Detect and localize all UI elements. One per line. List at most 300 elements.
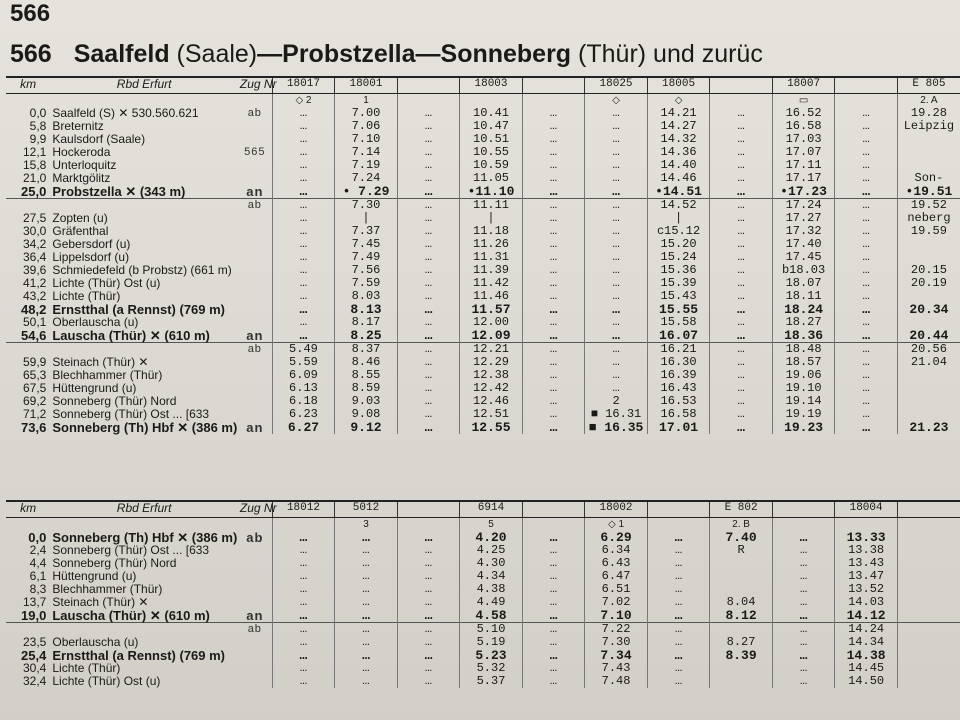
time-cell: 14.46	[647, 172, 710, 185]
train-number: E 802	[710, 501, 773, 518]
time-cell: 8.12	[710, 609, 773, 623]
time-cell: …	[835, 146, 898, 159]
time-cell: ■ 16.31	[585, 408, 648, 421]
time-cell: …	[397, 172, 460, 185]
time-cell: …	[647, 531, 710, 544]
train-number: E 805	[897, 77, 960, 94]
title-to-suffix: (Thür)	[571, 40, 647, 68]
time-cell: 14.38	[835, 649, 898, 662]
time-cell: …	[335, 662, 398, 675]
time-cell: …	[522, 421, 585, 434]
time-cell: …	[522, 185, 585, 199]
time-cell: 11.42	[460, 277, 523, 290]
arr-dep-mark	[238, 159, 272, 172]
time-cell: 6.09	[272, 369, 335, 382]
arr-dep-mark	[238, 395, 272, 408]
km-value: 50,1	[23, 315, 47, 329]
time-cell: …	[835, 225, 898, 238]
time-cell: 13.33	[835, 531, 898, 544]
km-value	[6, 623, 50, 637]
time-cell: |	[460, 212, 523, 225]
time-cell: 17.01	[647, 421, 710, 434]
time-cell: …	[335, 623, 398, 637]
time-cell: 8.46	[335, 356, 398, 369]
time-cell: Son-	[897, 172, 960, 185]
time-cell: …	[397, 570, 460, 583]
time-cell	[897, 675, 960, 688]
time-cell: …	[272, 544, 335, 557]
time-cell: …	[835, 316, 898, 329]
time-cell	[897, 609, 960, 623]
time-cell: …	[772, 649, 835, 662]
time-cell: …	[522, 570, 585, 583]
time-cell: c15.12	[647, 225, 710, 238]
station-name: Sonneberg (Thür) Ost ... [633	[52, 407, 210, 421]
time-cell: 12.46	[460, 395, 523, 408]
time-cell: …	[585, 225, 648, 238]
table-row	[6, 609, 960, 623]
time-cell: …	[647, 557, 710, 570]
time-cell: …	[522, 199, 585, 213]
time-cell: 16.58	[772, 120, 835, 133]
time-cell: …	[335, 609, 398, 623]
time-cell: …	[397, 343, 460, 357]
time-cell: …	[835, 159, 898, 172]
time-cell: …	[397, 649, 460, 662]
time-cell: …	[272, 159, 335, 172]
train-note	[460, 94, 523, 108]
time-cell: …	[835, 421, 898, 434]
time-cell: …	[272, 583, 335, 596]
time-cell: 12.00	[460, 316, 523, 329]
time-cell: 9.12	[335, 421, 398, 434]
time-cell: …	[272, 303, 335, 316]
time-cell: |	[647, 212, 710, 225]
time-cell: 16.52	[772, 107, 835, 120]
time-cell: …	[772, 675, 835, 688]
train-note	[397, 518, 460, 532]
time-cell: …	[522, 251, 585, 264]
time-cell: …	[522, 356, 585, 369]
station-name: Lichte (Thür)	[52, 289, 121, 303]
arr-dep-mark	[238, 251, 272, 264]
time-cell: 8.59	[335, 382, 398, 395]
time-cell	[897, 544, 960, 557]
train-number	[772, 501, 835, 518]
table-number: 566	[10, 40, 52, 68]
time-cell: • 7.29	[335, 185, 398, 199]
time-cell: …	[647, 649, 710, 662]
train-note	[522, 518, 585, 532]
time-cell: …	[585, 369, 648, 382]
time-cell: …	[835, 251, 898, 264]
time-cell: neberg	[897, 212, 960, 225]
time-cell: …	[710, 225, 773, 238]
time-cell: 17.11	[772, 159, 835, 172]
time-cell: …	[397, 199, 460, 213]
time-cell: …	[710, 343, 773, 357]
time-cell: …	[335, 649, 398, 662]
time-cell: 15.58	[647, 316, 710, 329]
time-cell: …	[272, 225, 335, 238]
station-name: Probstzella ✕ (343 m)	[52, 184, 186, 199]
time-cell: …	[522, 290, 585, 303]
time-cell: •19.51	[897, 185, 960, 199]
time-cell: 7.49	[335, 251, 398, 264]
station-name: Hüttengrund (u)	[52, 381, 137, 395]
time-cell: 9.08	[335, 408, 398, 421]
table-row	[6, 623, 960, 637]
time-cell: 12.51	[460, 408, 523, 421]
km-value: 30,0	[23, 224, 47, 238]
time-cell: …	[397, 609, 460, 623]
time-cell: 12.38	[460, 369, 523, 382]
time-cell: …	[772, 609, 835, 623]
arr-dep-mark: an	[246, 328, 264, 343]
time-cell: 7.02	[585, 596, 648, 609]
time-cell: …	[585, 238, 648, 251]
time-cell: …	[335, 544, 398, 557]
time-cell: …	[522, 609, 585, 623]
km-value: 25,0	[21, 184, 47, 199]
station-name: Gebersdorf (u)	[52, 237, 131, 251]
time-cell: …	[522, 369, 585, 382]
time-cell: …	[710, 290, 773, 303]
time-cell: 8.25	[335, 329, 398, 343]
arr-dep-mark	[238, 583, 272, 596]
station-name: Lichte (Thür) Ost (u)	[52, 276, 161, 290]
arr-dep-mark	[238, 264, 272, 277]
time-cell: 17.07	[772, 146, 835, 159]
train-note: 1	[335, 94, 398, 108]
time-cell: …	[397, 277, 460, 290]
time-cell: …	[710, 172, 773, 185]
time-cell: …	[647, 609, 710, 623]
time-cell: …	[710, 120, 773, 133]
time-cell: 18.48	[772, 343, 835, 357]
arr-dep-mark: an	[246, 420, 264, 435]
time-cell: 15.43	[647, 290, 710, 303]
time-cell: 19.10	[772, 382, 835, 395]
km-value: 25,4	[21, 648, 47, 663]
time-cell: …	[772, 544, 835, 557]
km-value: 73,6	[21, 420, 47, 435]
time-cell: …	[835, 264, 898, 277]
station-name: Schmiedefeld (b Probstz) (661 m)	[52, 263, 232, 277]
time-cell: 7.10	[335, 133, 398, 146]
train-note	[397, 94, 460, 108]
time-cell: 8.03	[335, 290, 398, 303]
station-name: Lichte (Thür)	[52, 661, 121, 675]
time-cell: 17.27	[772, 212, 835, 225]
time-cell	[897, 395, 960, 408]
table-row	[6, 329, 960, 343]
time-cell: 20.15	[897, 264, 960, 277]
time-cell: 12.21	[460, 343, 523, 357]
time-cell: …	[647, 675, 710, 688]
station-name: Sonneberg (Thür) Nord	[52, 394, 177, 408]
time-cell: 8.39	[710, 649, 773, 662]
km-value: 19,0	[21, 608, 47, 623]
time-cell: …	[397, 675, 460, 688]
time-cell	[710, 557, 773, 570]
time-cell: 15.20	[647, 238, 710, 251]
time-cell: 11.39	[460, 264, 523, 277]
time-cell: …	[522, 583, 585, 596]
time-cell: ■ 16.35	[585, 421, 648, 434]
km-header: km	[6, 77, 50, 94]
time-cell: 16.53	[647, 395, 710, 408]
time-cell: …	[397, 421, 460, 434]
arr-dep-mark	[238, 238, 272, 251]
time-cell: 14.21	[647, 107, 710, 120]
time-cell: …	[397, 544, 460, 557]
title-from: Saalfeld	[73, 40, 170, 68]
time-cell	[897, 583, 960, 596]
time-cell: 7.10	[585, 609, 648, 623]
time-cell: 13.47	[835, 570, 898, 583]
station-name: Sonneberg (Th) Hbf ✕ (386 m)	[52, 420, 238, 435]
station-name: Ernstthal (a Rennst) (769 m)	[52, 302, 226, 317]
km-value: 67,5	[23, 381, 47, 395]
train-note: ◇	[647, 94, 710, 108]
time-cell: 6.47	[585, 570, 648, 583]
time-cell: 20.19	[897, 277, 960, 290]
time-cell: …	[710, 303, 773, 316]
arr-dep-mark	[238, 356, 272, 369]
time-cell: 4.58	[460, 609, 523, 623]
time-cell: …	[835, 199, 898, 213]
train-number: 18025	[585, 77, 648, 94]
time-cell	[897, 623, 960, 637]
time-cell: 4.38	[460, 583, 523, 596]
time-cell: …	[835, 329, 898, 343]
time-cell: …	[272, 133, 335, 146]
km-value: 13,7	[23, 595, 47, 609]
time-cell: 15.36	[647, 264, 710, 277]
km-value: 9,9	[29, 132, 47, 146]
km-value: 27,5	[23, 211, 47, 225]
time-cell: …	[397, 107, 460, 120]
time-cell: …	[835, 303, 898, 316]
time-cell: 5.32	[460, 662, 523, 675]
arr-dep-mark	[238, 212, 272, 225]
time-cell: 18.11	[772, 290, 835, 303]
time-cell: …	[585, 120, 648, 133]
time-cell: …	[397, 531, 460, 544]
train-number: 18003	[460, 77, 523, 94]
time-cell: …	[772, 596, 835, 609]
time-cell: …	[710, 238, 773, 251]
time-cell: 2	[585, 395, 648, 408]
time-cell: 14.27	[647, 120, 710, 133]
km-value	[6, 199, 50, 213]
time-cell: 20.44	[897, 329, 960, 343]
page-number: 566	[10, 0, 51, 27]
station-name: Blechhammer (Thür)	[52, 368, 163, 382]
time-cell: 8.13	[335, 303, 398, 316]
time-cell: …	[835, 382, 898, 395]
arr-dep-mark	[238, 675, 272, 688]
time-cell: …	[585, 212, 648, 225]
time-cell: 4.34	[460, 570, 523, 583]
notes-row	[6, 518, 960, 532]
time-cell: …	[272, 277, 335, 290]
time-cell	[710, 662, 773, 675]
time-cell: …	[397, 557, 460, 570]
train-note	[897, 518, 960, 532]
km-value: 54,6	[21, 328, 47, 343]
station-name: Steinach (Thür) ✕	[52, 355, 149, 369]
arr-dep-mark	[238, 225, 272, 238]
train-note	[772, 518, 835, 532]
train-note	[835, 518, 898, 532]
train-note	[835, 94, 898, 108]
train-number	[710, 77, 773, 94]
time-cell: …	[335, 675, 398, 688]
time-cell: 7.22	[585, 623, 648, 637]
km-value: 0,0	[28, 530, 47, 545]
train-number	[522, 77, 585, 94]
station-name: Sonneberg (Thür) Nord	[52, 556, 177, 570]
time-cell: 18.57	[772, 356, 835, 369]
time-cell: …	[272, 238, 335, 251]
time-cell: 8.27	[710, 636, 773, 649]
time-cell: 5.37	[460, 675, 523, 688]
time-cell: 7.40	[710, 531, 773, 544]
time-cell: …	[397, 146, 460, 159]
time-cell: …	[522, 225, 585, 238]
time-cell: …	[522, 636, 585, 649]
time-cell: 17.32	[772, 225, 835, 238]
time-cell: Leipzig	[897, 120, 960, 133]
time-cell: …	[835, 107, 898, 120]
time-cell: …	[585, 343, 648, 357]
time-cell: 14.45	[835, 662, 898, 675]
time-cell: …	[272, 172, 335, 185]
time-cell: 4.30	[460, 557, 523, 570]
train-number	[835, 77, 898, 94]
time-cell: …	[522, 557, 585, 570]
time-cell	[897, 649, 960, 662]
time-cell: 4.25	[460, 544, 523, 557]
km-value: 6,1	[29, 569, 47, 583]
time-cell: …	[585, 107, 648, 120]
time-cell: 6.29	[585, 531, 648, 544]
time-cell: …	[397, 408, 460, 421]
time-cell: …	[585, 382, 648, 395]
time-cell: …	[710, 421, 773, 434]
time-cell: …	[772, 662, 835, 675]
station-name: Sonneberg (Thür) Ost ... [633	[52, 543, 210, 557]
notes-row	[6, 94, 960, 108]
time-cell: 8.55	[335, 369, 398, 382]
km-value: 43,2	[23, 289, 47, 303]
arr-dep-mark	[238, 570, 272, 583]
title-from-suffix: (Saale)	[169, 40, 258, 68]
time-cell	[897, 382, 960, 395]
time-cell: …	[397, 159, 460, 172]
station-name: Hockeroda	[52, 145, 111, 159]
time-cell: •17.23	[772, 185, 835, 199]
time-cell: …	[835, 120, 898, 133]
time-cell: …	[522, 382, 585, 395]
station-name: Sonneberg (Th) Hbf ✕ (386 m)	[52, 530, 238, 545]
time-cell: …	[397, 623, 460, 637]
time-cell: …	[710, 107, 773, 120]
time-cell: 16.58	[647, 408, 710, 421]
time-cell: …	[397, 636, 460, 649]
title-dash-2: —	[415, 40, 441, 68]
time-cell: 11.57	[460, 303, 523, 316]
time-cell: …	[835, 133, 898, 146]
arr-dep-mark: ab	[247, 107, 262, 119]
time-cell: …	[835, 369, 898, 382]
time-cell: …	[522, 146, 585, 159]
time-cell: 4.49	[460, 596, 523, 609]
time-cell: 14.03	[835, 596, 898, 609]
station-name: Oberlauscha (u)	[52, 635, 139, 649]
time-cell: …	[522, 662, 585, 675]
title-via: Probstzella	[282, 40, 416, 68]
station-name	[50, 199, 238, 213]
time-cell: …	[710, 277, 773, 290]
arr-dep-mark	[238, 277, 272, 290]
timetable-outbound	[6, 76, 960, 434]
time-cell: R	[710, 544, 773, 557]
arr-dep-mark: 565	[244, 146, 266, 158]
timetable-return	[6, 500, 960, 688]
time-cell: 16.07	[647, 329, 710, 343]
table-row	[6, 421, 960, 434]
km-value: 65,3	[23, 368, 47, 382]
train-number: 18004	[835, 501, 898, 518]
time-cell: …	[585, 356, 648, 369]
time-cell: 7.48	[585, 675, 648, 688]
time-cell: 4.20	[460, 531, 523, 544]
station-name: Saalfeld (S) ✕ 530.560.621	[52, 106, 199, 120]
time-cell: 7.45	[335, 238, 398, 251]
time-cell: •14.51	[647, 185, 710, 199]
time-cell: …	[710, 133, 773, 146]
time-cell: 19.19	[772, 408, 835, 421]
km-value: 32,4	[23, 674, 47, 688]
arr-dep-mark: ab	[238, 623, 272, 637]
time-cell: 16.30	[647, 356, 710, 369]
time-cell: …	[522, 675, 585, 688]
station-name: Blechhammer (Thür)	[52, 582, 163, 596]
time-cell: …	[397, 316, 460, 329]
station-name	[50, 343, 238, 357]
time-cell: …	[272, 212, 335, 225]
time-cell: …	[335, 583, 398, 596]
time-cell	[897, 133, 960, 146]
time-cell: 14.50	[835, 675, 898, 688]
station-name: Marktgölitz	[52, 171, 111, 185]
time-cell	[710, 623, 773, 637]
train-number	[897, 501, 960, 518]
km-value: 59,9	[23, 355, 47, 369]
time-cell: …	[522, 544, 585, 557]
time-cell: 11.05	[460, 172, 523, 185]
time-cell: …	[272, 264, 335, 277]
time-cell: 14.24	[835, 623, 898, 637]
time-cell: …	[647, 570, 710, 583]
time-cell: …	[272, 316, 335, 329]
time-cell: 17.45	[772, 251, 835, 264]
time-cell: …	[835, 356, 898, 369]
time-cell	[897, 570, 960, 583]
